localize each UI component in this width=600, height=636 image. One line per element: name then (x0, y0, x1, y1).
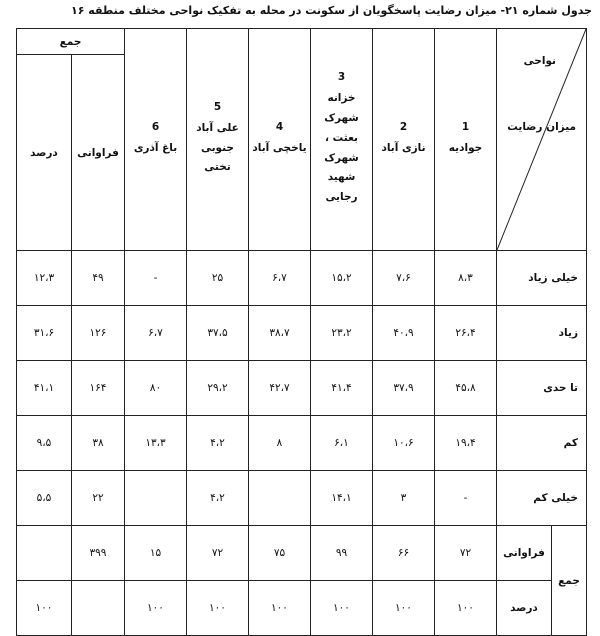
cell: ۴۲،۷ (249, 361, 311, 416)
cell: ۴۵،۸ (435, 361, 497, 416)
cell: ۱۰۰ (187, 581, 249, 636)
cell: ۴۱،۴ (311, 361, 373, 416)
cell: ۹،۵ (17, 416, 72, 471)
totals-pct-label: درصد (497, 581, 552, 636)
corner-satisfaction-label: میزان رضایت (507, 121, 576, 133)
cell: ۱۰۰ (311, 581, 373, 636)
cell: ۸ (249, 416, 311, 471)
cell: ۱۰۰ (125, 581, 187, 636)
table-row (17, 416, 587, 471)
total-freq-header: فراوانی (72, 55, 125, 251)
cell: ۴،۲ (187, 471, 249, 526)
table-row (17, 361, 587, 416)
table-row (17, 251, 587, 306)
district-header-6: 6 باغ آذری (125, 29, 187, 251)
district-header-5: 5 علی آباد جنوبی تختی (187, 29, 249, 251)
cell: ۳۷،۵ (187, 306, 249, 361)
cell: ۱۰۰ (373, 581, 435, 636)
cell: ۷۲ (435, 526, 497, 581)
satisfaction-table (16, 28, 587, 636)
row-label: خیلی کم (497, 471, 587, 526)
cell: ۴۰،۹ (373, 306, 435, 361)
cell (125, 471, 187, 526)
cell: ۵،۵ (17, 471, 72, 526)
cell: ۳۱،۶ (17, 306, 72, 361)
cell: ۲۲ (72, 471, 125, 526)
table-title: جدول شماره ۲۱- میزان رضایت پاسخگویان از سکونت در محله به تفکیک نواحی مختلف منطقه ۱۶ (71, 4, 592, 17)
corner-header (497, 29, 587, 251)
cell (72, 581, 125, 636)
cell: ۱۶۴ (72, 361, 125, 416)
cell: ۸۰ (125, 361, 187, 416)
cell: ۴۹ (72, 251, 125, 306)
table-row (17, 306, 587, 361)
cell: ۱۰۰ (249, 581, 311, 636)
cell: ۹۹ (311, 526, 373, 581)
cell: ۶۶ (373, 526, 435, 581)
row-label: کم (497, 416, 587, 471)
cell: ۸،۳ (435, 251, 497, 306)
cell (249, 471, 311, 526)
row-label: زیاد (497, 306, 587, 361)
cell: ۱۳،۳ (125, 416, 187, 471)
cell: ۷۲ (187, 526, 249, 581)
total-pct-header: درصد (17, 55, 72, 251)
district-header-2: 2 نازی آباد (373, 29, 435, 251)
cell: ۳ (373, 471, 435, 526)
cell: ۱۰۰ (435, 581, 497, 636)
cell: ۶،۷ (249, 251, 311, 306)
district-header-1: 1 جوادیه (435, 29, 497, 251)
cell: ۶،۱ (311, 416, 373, 471)
cell: ۲۶،۴ (435, 306, 497, 361)
cell: ۱۲،۳ (17, 251, 72, 306)
row-label: خیلی زیاد (497, 251, 587, 306)
totals-freq-row (17, 526, 587, 581)
cell: ۲۹،۲ (187, 361, 249, 416)
cell: ۴،۲ (187, 416, 249, 471)
cell: ۱۲۶ (72, 306, 125, 361)
cell: ۱۴،۱ (311, 471, 373, 526)
cell: ۳۸،۷ (249, 306, 311, 361)
cell: ۱۵ (125, 526, 187, 581)
cell: ۲۵ (187, 251, 249, 306)
table-row (17, 471, 587, 526)
cell: ۳۷،۹ (373, 361, 435, 416)
district-header-3: 3 خزانه شهرک بعثت ، شهرک شهید رجایی (311, 29, 373, 251)
cell: ۱۵،۲ (311, 251, 373, 306)
cell: ۷۵ (249, 526, 311, 581)
cell: ۲۳،۲ (311, 306, 373, 361)
totals-label: جمع (552, 526, 587, 636)
cell: ۱۹،۴ (435, 416, 497, 471)
cell: ۱۰۰ (17, 581, 72, 636)
totals-pct-row (17, 581, 587, 636)
cell: ۳۹۹ (72, 526, 125, 581)
total-header: جمع (17, 29, 125, 55)
cell: ۶،۷ (125, 306, 187, 361)
cell (17, 526, 72, 581)
cell: ۱۰،۶ (373, 416, 435, 471)
row-label: تا حدی (497, 361, 587, 416)
district-header-4: 4 یاخچی آباد (249, 29, 311, 251)
cell: - (125, 251, 187, 306)
corner-districts-label: نواحی (523, 55, 556, 67)
cell: ۴۱،۱ (17, 361, 72, 416)
cell: - (435, 471, 497, 526)
totals-freq-label: فراوانی (497, 526, 552, 581)
cell: ۳۸ (72, 416, 125, 471)
cell: ۷،۶ (373, 251, 435, 306)
